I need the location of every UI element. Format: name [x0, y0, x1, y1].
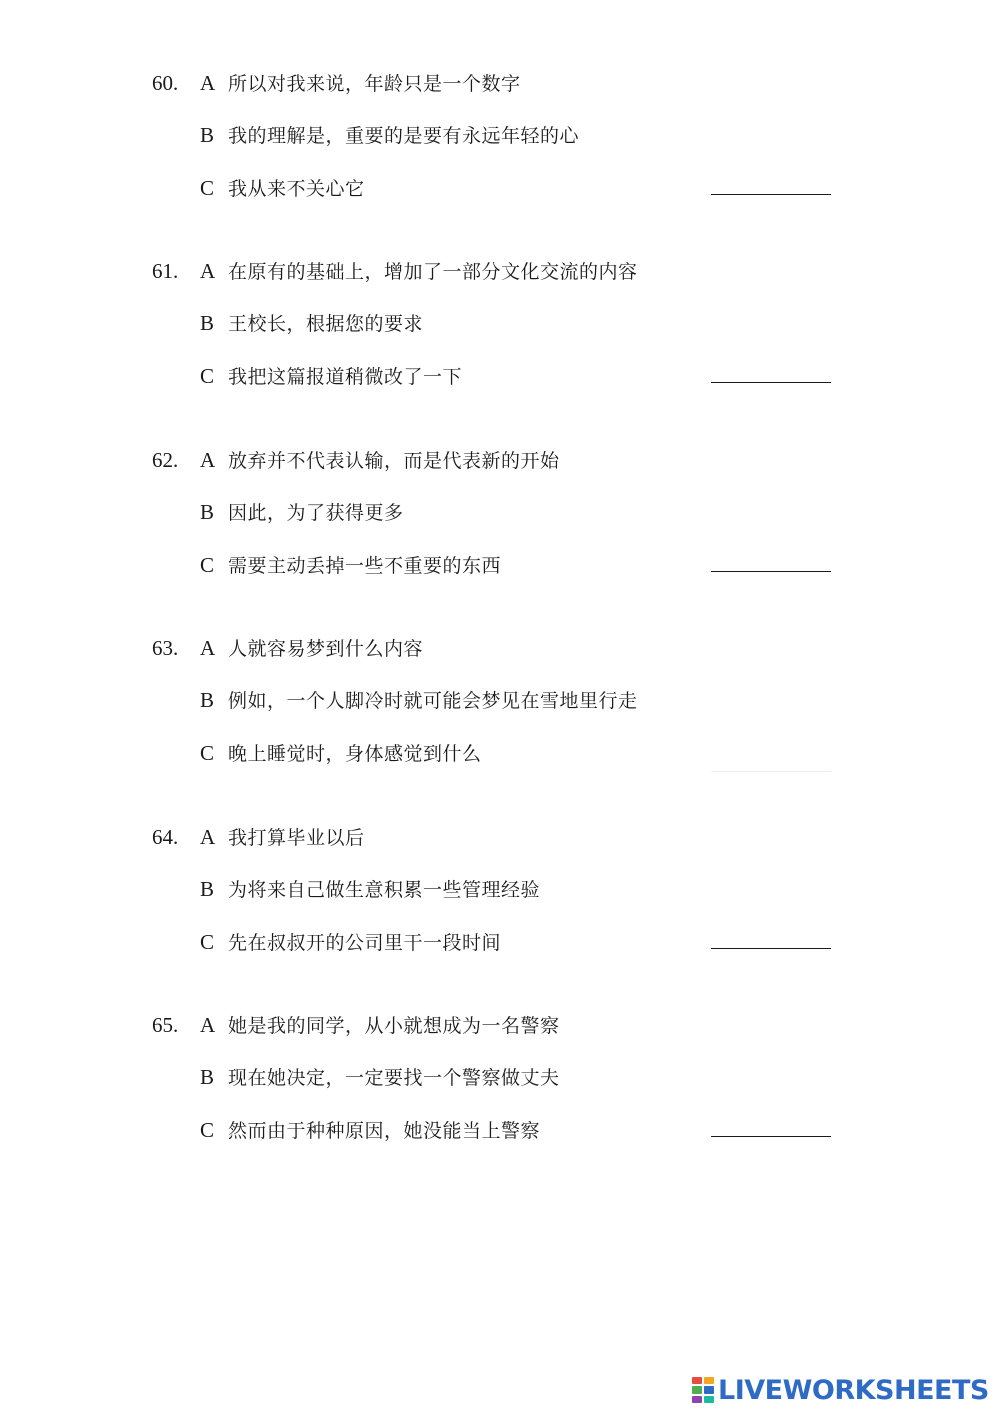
answer-input[interactable]: [711, 948, 831, 949]
option-b: [200, 310, 423, 336]
option-text: 先在叔叔开的公司里干一段时间: [228, 932, 502, 954]
option-a: [200, 1012, 560, 1038]
liveworksheets-logo: [692, 1372, 989, 1408]
option-text: 然而由于种种原因，她没能当上警察: [228, 1120, 541, 1142]
option-text: 人就容易梦到什么内容: [228, 638, 424, 660]
option-text: 所以对我来说，年龄只是一个数字: [228, 73, 521, 95]
question-number: 61.: [152, 259, 179, 283]
option-c: [200, 552, 501, 578]
question-60: [0, 70, 1000, 230]
option-text: 我的理解是，重要的是要有永远年轻的心: [228, 125, 580, 147]
question-number: 62.: [152, 448, 179, 472]
option-letter: A: [200, 71, 216, 95]
logo-tile: [692, 1396, 702, 1403]
option-text: 我把这篇报道稍微改了一下: [228, 366, 463, 388]
option-c: [200, 929, 501, 955]
option-letter: A: [200, 259, 216, 283]
answer-input[interactable]: [711, 771, 831, 772]
logo-tile: [704, 1396, 714, 1403]
option-text: 需要主动丢掉一些不重要的东西: [228, 555, 502, 577]
option-text: 晚上睡觉时，身体感觉到什么: [228, 743, 482, 765]
question-number: 60.: [152, 71, 179, 95]
option-letter: C: [200, 741, 215, 765]
option-letter: C: [200, 364, 215, 388]
answer-input[interactable]: [711, 194, 831, 195]
option-letter: B: [200, 1065, 215, 1089]
option-letter: B: [200, 877, 215, 901]
answer-input[interactable]: [711, 1136, 831, 1137]
option-letter: B: [200, 311, 215, 335]
option-c: [200, 740, 482, 766]
question-number: 65.: [152, 1013, 179, 1037]
option-letter: A: [200, 1013, 216, 1037]
option-letter: C: [200, 553, 215, 577]
option-c: [200, 363, 462, 389]
option-b: [200, 876, 540, 902]
option-b: [200, 1064, 560, 1090]
option-letter: B: [200, 688, 215, 712]
liveworksheets-mark-icon: [692, 1377, 714, 1403]
question-number: 64.: [152, 825, 179, 849]
question-number: 63.: [152, 636, 179, 660]
logo-tile: [692, 1377, 702, 1384]
option-b: [200, 499, 404, 525]
option-text: 例如，一个人脚冷时就可能会梦见在雪地里行走: [228, 690, 638, 712]
option-letter: A: [200, 448, 216, 472]
option-c: [200, 175, 365, 201]
option-letter: A: [200, 825, 216, 849]
logo-tile: [692, 1386, 702, 1393]
option-b: [200, 122, 579, 148]
option-a: [200, 824, 365, 850]
option-text: 放弃并不代表认输，而是代表新的开始: [228, 450, 560, 472]
option-a: [200, 635, 423, 661]
question-63: [0, 635, 1000, 795]
option-a: [200, 447, 560, 473]
logo-tile: [704, 1377, 714, 1384]
option-c: [200, 1117, 540, 1143]
question-61: [0, 258, 1000, 418]
option-text: 我打算毕业以后: [228, 827, 365, 849]
option-letter: C: [200, 930, 215, 954]
option-text: 现在她决定，一定要找一个警察做丈夫: [228, 1067, 560, 1089]
option-text: 因此，为了获得更多: [228, 502, 404, 524]
option-letter: B: [200, 123, 215, 147]
question-64: [0, 824, 1000, 984]
logo-tile: [704, 1386, 714, 1393]
option-text: 我从来不关心它: [228, 178, 365, 200]
question-62: [0, 447, 1000, 607]
option-text: 在原有的基础上，增加了一部分文化交流的内容: [228, 261, 638, 283]
answer-input[interactable]: [711, 571, 831, 572]
option-text: 她是我的同学，从小就想成为一名警察: [228, 1015, 560, 1037]
answer-input[interactable]: [711, 382, 831, 383]
option-a: [200, 258, 638, 284]
option-letter: B: [200, 500, 215, 524]
option-letter: C: [200, 1118, 215, 1142]
option-letter: C: [200, 176, 215, 200]
option-letter: A: [200, 636, 216, 660]
option-text: 为将来自己做生意积累一些管理经验: [228, 879, 541, 901]
option-b: [200, 687, 638, 713]
option-a: [200, 70, 521, 96]
liveworksheets-wordmark: LIVEWORKSHEETS: [718, 1374, 989, 1406]
question-65: [0, 1012, 1000, 1172]
option-text: 王校长，根据您的要求: [228, 313, 424, 335]
